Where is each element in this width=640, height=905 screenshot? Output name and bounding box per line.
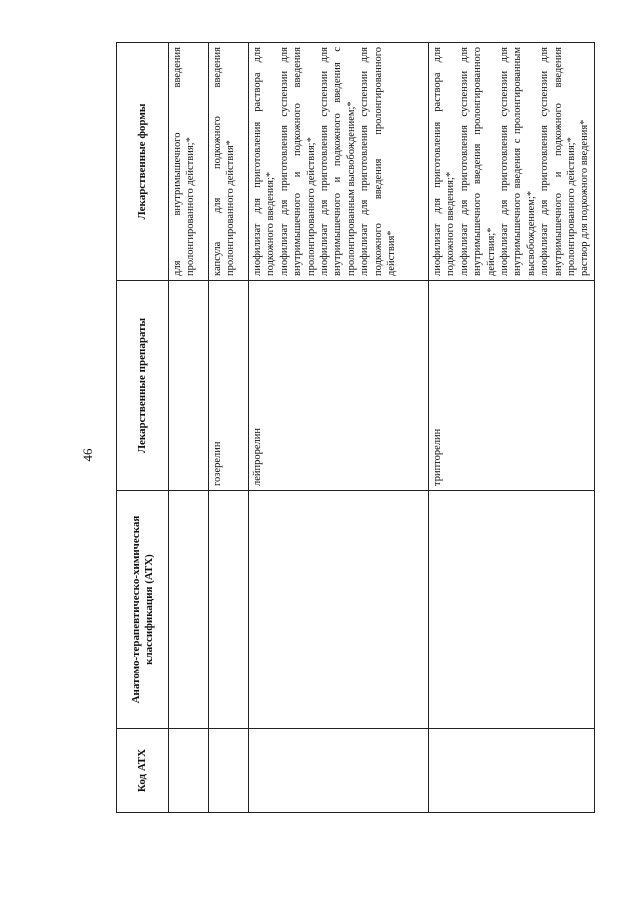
form-line: для внутримышечного введения пролонгированного действия;* [172,47,197,276]
form-line: лиофилизат для приготовления суспензии для внутримышечного введения пролонгированного действия;* [458,47,497,276]
header-preparations: Лекарственные препараты [117,281,169,491]
cell-forms [209,43,249,281]
table-row [249,43,429,813]
rotated-table-container [116,43,591,813]
form-line: лиофилизат для приготовления суспензии для внутримышечного и подкожного введения с пролонгированным высвобождением;* [319,47,357,276]
cell-preparation: трипторелин [429,281,595,491]
form-line: лиофилизат для приготовления раствора для подкожного введения;* [252,47,277,276]
cell-classification [249,491,429,729]
table-header-row [117,43,169,813]
cell-preparation: гозерелин [209,281,249,491]
cell-code [169,729,209,813]
cell-code [249,729,429,813]
table-row [209,43,249,813]
cell-forms [429,43,595,281]
form-line: лиофилизат для приготовления суспензии для внутримышечного и подкожного введения пролонгированного действия;* [539,47,578,276]
header-atc-classification: Анатомо-терапевтическо-химическая классификация (АТХ) [117,491,169,729]
cell-classification [169,491,209,729]
cell-forms [169,43,209,281]
header-forms: Лекарственные формы [117,43,169,281]
cell-preparation [169,281,209,491]
cell-forms [249,43,429,281]
table-row [429,43,595,813]
cell-classification [429,491,595,729]
form-line: раствор для подкожного введения* [579,119,591,276]
form-line: лиофилизат для приготовления суспензии для подкожного введения пролонгированного действия* [359,47,398,276]
form-line: лиофилизат для приготовления суспензии для внутримышечного и подкожного введения пролонгированного действия;* [278,47,317,276]
drug-table [116,42,595,813]
page-number: 46 [80,448,95,462]
cell-preparation: лейпрорелин [249,281,429,491]
cell-classification [209,491,249,729]
form-line: капсула для подкожного введения пролонгированного действия* [212,47,237,276]
table-row [169,43,209,813]
cell-code [209,729,249,813]
form-line: лиофилизат для приготовления суспензии для внутримышечного введения с пролонгированным высвобождением;* [499,47,537,276]
form-line: лиофилизат для приготовления раствора для подкожного введения;* [432,47,457,276]
header-code: Код АТХ [117,729,169,813]
cell-code [429,729,595,813]
